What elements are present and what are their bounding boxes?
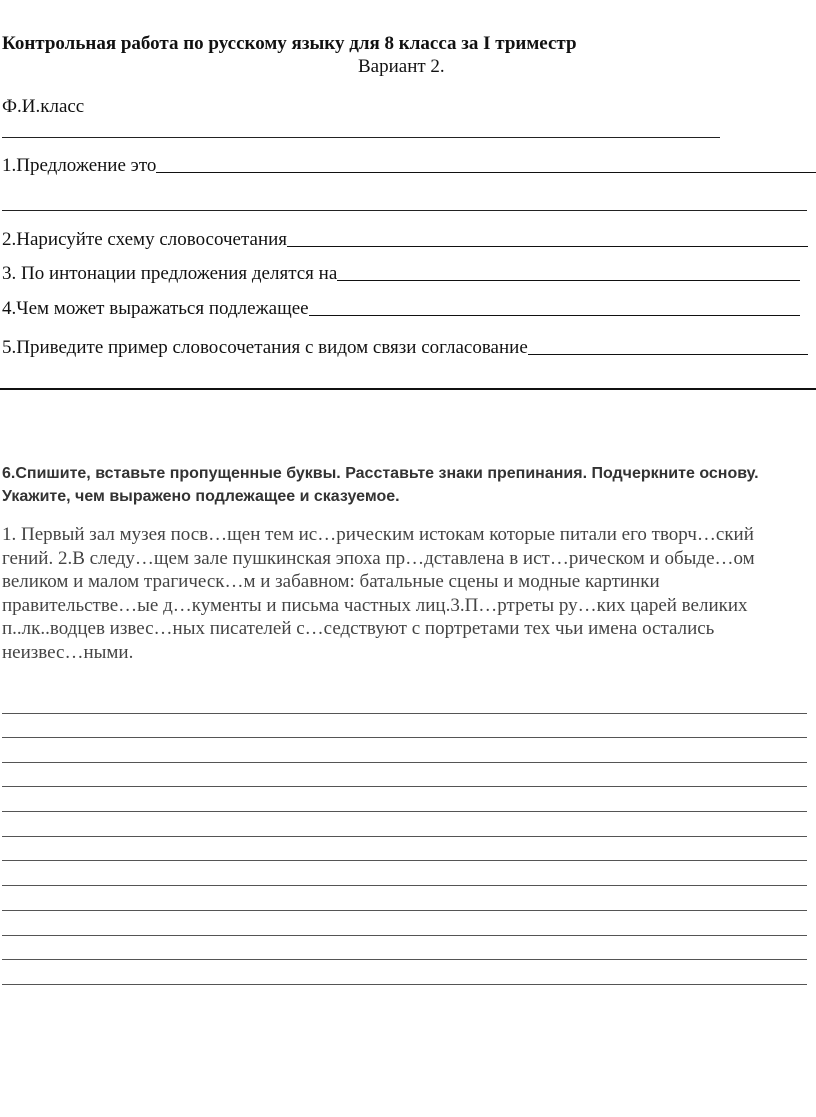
writing-line[interactable] bbox=[2, 910, 807, 911]
task-6-instruction: 6.Спишите, вставьте пропущенные буквы. Расставьте знаки препинания. Подчеркните основу. Укажите, чем выражено подлежащее и сказуемое. bbox=[2, 465, 759, 505]
question-4-label: 4.Чем может выражаться подлежащее bbox=[2, 298, 309, 319]
question-1-answer-line[interactable] bbox=[156, 171, 816, 173]
page-title: Контрольная работа по русскому языку для 8 класса за I триместр bbox=[2, 33, 577, 54]
question-4-answer-line[interactable] bbox=[309, 314, 800, 316]
writing-line[interactable] bbox=[2, 811, 807, 812]
student-info-answer-line[interactable] bbox=[2, 137, 720, 138]
question-5 bbox=[2, 337, 808, 359]
question-4 bbox=[2, 298, 800, 320]
question-2 bbox=[2, 229, 808, 251]
writing-line[interactable] bbox=[2, 860, 807, 861]
question-1 bbox=[2, 155, 816, 177]
question-1-answer-line-2[interactable] bbox=[2, 210, 807, 211]
question-3-label: 3. По интонации предложения делятся на bbox=[2, 263, 338, 284]
question-1-label: 1.Предложение это bbox=[2, 155, 157, 176]
task-6-text: 1. Первый зал музея посв…щен тем ис…рическим истокам которые питали его творч…ский гений. 2.В следу…щем зале пушкинская эпоха пр…дставлена в ист…рическом и обыде…ом великом и малом трагическ…м и забавном: батальные сцены и модные картинки правительстве…ые д…кументы и письма частных лиц.3.П…ртреты ру…ких царей великих п..лк..водцев извес…ных писателей с…седствуют с портретами тех чьи имена остались неизвес…ными. bbox=[2, 524, 755, 663]
question-5-answer-line[interactable] bbox=[528, 353, 808, 355]
writing-line[interactable] bbox=[2, 762, 807, 763]
writing-line[interactable] bbox=[2, 737, 807, 738]
writing-line[interactable] bbox=[2, 935, 807, 936]
writing-line[interactable] bbox=[2, 885, 807, 886]
writing-line[interactable] bbox=[2, 984, 807, 985]
section-divider bbox=[0, 388, 816, 390]
question-3-answer-line[interactable] bbox=[337, 279, 800, 281]
question-2-answer-line[interactable] bbox=[287, 245, 808, 247]
writing-line[interactable] bbox=[2, 836, 807, 837]
writing-line[interactable] bbox=[2, 713, 807, 714]
question-5-label: 5.Приведите пример словосочетания с видом связи согласование bbox=[2, 337, 528, 358]
question-3 bbox=[2, 263, 800, 285]
writing-line[interactable] bbox=[2, 786, 807, 787]
writing-line[interactable] bbox=[2, 959, 807, 960]
variant-label: Вариант 2. bbox=[358, 56, 445, 77]
student-info-label: Ф.И.класс bbox=[2, 96, 85, 117]
question-2-label: 2.Нарисуйте схему словосочетания bbox=[2, 229, 288, 250]
